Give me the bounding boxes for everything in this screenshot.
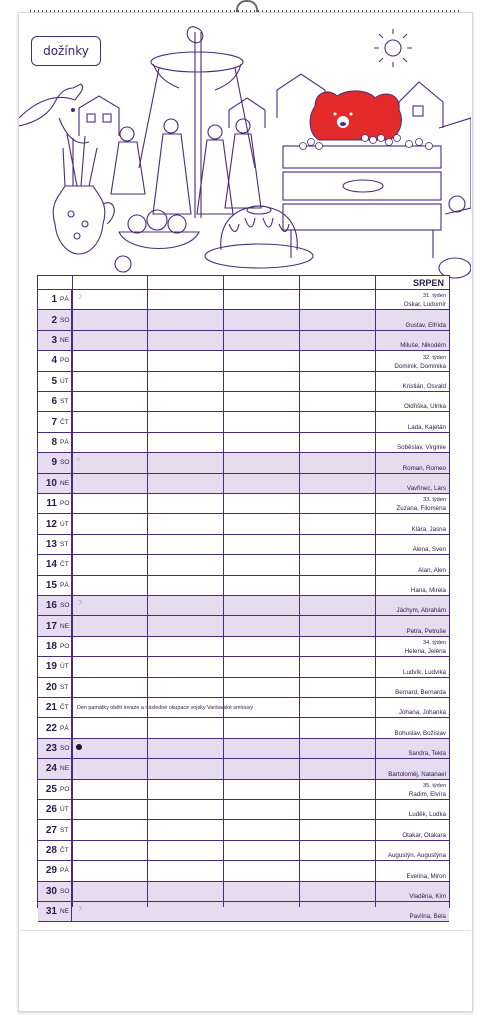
day-row (38, 535, 449, 555)
nameday-cell (395, 678, 446, 697)
nameday-names: Hana, Mirela (410, 586, 446, 594)
nameday-cell (405, 637, 446, 656)
cart-illustration (439, 118, 471, 278)
day-of-week: ČT (60, 846, 69, 854)
week-number: 33. týden (422, 497, 446, 504)
day-of-week: SO (60, 459, 70, 467)
day-number: 27 (45, 824, 57, 836)
nameday-cell (397, 433, 446, 452)
day-number: 4 (51, 355, 57, 367)
day-of-week: ST (60, 826, 69, 834)
nameday-cell (406, 616, 446, 635)
nameday-cell (407, 474, 446, 493)
day-cell (38, 616, 72, 635)
day-cell (38, 718, 72, 737)
title-badge: dožínky (31, 36, 101, 66)
nameday-cell (403, 372, 446, 391)
nameday-cell (396, 494, 446, 513)
nameday-cell (411, 576, 446, 595)
nameday-names: Gustav, Elfrída (405, 321, 446, 329)
day-of-week: SO (60, 744, 70, 752)
day-number: 8 (51, 436, 57, 448)
day-number: 21 (45, 702, 57, 714)
day-of-week: ČT (60, 418, 69, 426)
day-of-week: ÚT (60, 377, 69, 385)
day-number: 29 (45, 865, 57, 877)
day-cell (38, 759, 72, 778)
nameday-cell (418, 555, 446, 574)
nameday-names: Roman, Romeo (402, 464, 446, 472)
column-divider (375, 276, 376, 907)
day-row (38, 596, 449, 616)
nameday-names: Zuzana, Filoména (396, 505, 446, 513)
nameday-cell (395, 718, 446, 737)
day-of-week: SO (60, 602, 70, 610)
day-row (38, 841, 449, 861)
nameday-cell (388, 759, 446, 778)
nameday-cell (406, 310, 446, 329)
day-cell (38, 310, 72, 329)
nameday-names: Radim, Elvíra (408, 790, 446, 798)
day-cell (38, 637, 72, 656)
day-cell (38, 882, 72, 901)
day-row (38, 657, 449, 677)
day-number: 28 (45, 844, 57, 856)
day-number: 25 (45, 783, 57, 795)
nameday-names: Sandra, Tekla (408, 750, 446, 758)
nameday-cell (403, 657, 446, 676)
nameday-names: Bartoloměj, Natanael (388, 770, 446, 778)
day-cell (38, 331, 72, 350)
day-of-week: PÁ (60, 724, 69, 732)
day-cell (38, 494, 72, 513)
day-of-week: ÚT (60, 663, 69, 671)
nameday-names: Luděk, Ludka (408, 811, 446, 819)
day-row (38, 290, 449, 310)
new-moon-icon (76, 744, 82, 750)
day-number: 23 (45, 742, 57, 754)
nameday-names: Otakar, Otakara (402, 831, 446, 839)
week-number: 34. týden (422, 640, 446, 647)
day-of-week: PÁ (60, 581, 69, 589)
day-number: 20 (45, 681, 57, 693)
nameday-names: Evelína, Miron (406, 872, 446, 880)
day-number: 2 (51, 314, 57, 326)
day-row (38, 555, 449, 575)
day-of-week: PO (60, 785, 70, 793)
nameday-names: Johana, Johanka (398, 709, 446, 717)
day-of-week: SO (60, 316, 70, 324)
day-of-week: ÚT (60, 806, 69, 814)
day-number: 7 (51, 416, 57, 428)
day-number: 15 (45, 579, 57, 591)
nameday-cell (413, 535, 446, 554)
day-row (38, 820, 449, 840)
day-row (38, 780, 449, 800)
dancers-illustration (111, 119, 261, 214)
day-row (38, 759, 449, 779)
day-cell (38, 820, 72, 839)
nameday-names: Vladěna, Kim (409, 892, 446, 900)
day-cell (38, 657, 72, 676)
day-row (38, 514, 449, 534)
day-of-week: ST (60, 683, 69, 691)
nameday-names: Soběslav, Virginie (397, 444, 446, 452)
day-cell (38, 535, 72, 554)
day-cell (38, 392, 72, 411)
nameday-names: Helena, Jelena (404, 648, 446, 656)
day-row (38, 310, 449, 330)
day-of-week: NE (60, 908, 70, 916)
nameday-cell (406, 861, 446, 880)
grape-crate-illustration (283, 146, 441, 258)
nameday-names: Vavřinec, Lars (406, 484, 446, 492)
day-of-week: NE (60, 622, 70, 630)
day-number: 3 (51, 334, 57, 346)
day-row (38, 494, 449, 514)
day-cell (38, 576, 72, 595)
nameday-names: Alena, Sven (412, 546, 446, 554)
nameday-names: Oskar, Ludomír (403, 301, 446, 309)
day-cell (38, 412, 72, 431)
nameday-names: Ludvík, Ludvika (403, 668, 446, 676)
day-cell (38, 698, 72, 717)
day-number: 31 (45, 906, 57, 918)
day-number: 18 (45, 640, 57, 652)
nameday-cell (399, 698, 446, 717)
nameday-cell (412, 514, 446, 533)
day-number: 14 (45, 559, 57, 571)
day-cell (38, 514, 72, 533)
nameday-cell (404, 290, 446, 309)
day-of-week: SO (60, 887, 70, 895)
nameday-names: Pavlína, Bela (409, 913, 446, 921)
day-cell (38, 800, 72, 819)
day-row (38, 474, 449, 494)
page-fold-line (18, 930, 471, 931)
day-row (38, 637, 449, 657)
day-row (38, 882, 449, 902)
day-of-week: NE (60, 479, 70, 487)
day-cell (38, 351, 72, 370)
day-of-week: ST (60, 398, 69, 406)
week-number: 32. týden (422, 354, 446, 361)
day-row (38, 902, 449, 922)
nameday-cell (408, 739, 446, 758)
day-of-week: PÁ (60, 296, 69, 304)
day-number: 24 (45, 763, 57, 775)
apple-bowl-illustration (115, 210, 199, 272)
first-quarter-moon-icon: ☽ (76, 294, 83, 301)
nameday-cell (388, 841, 446, 860)
day-number: 19 (45, 661, 57, 673)
day-cell (38, 433, 72, 452)
full-moon-icon: ○ (76, 456, 81, 464)
nameday-names: Kristián, Osvald (402, 382, 446, 390)
day-cell (38, 739, 72, 758)
day-cell (38, 290, 72, 309)
column-divider (72, 276, 73, 907)
day-cell (38, 474, 72, 493)
nameday-cell (409, 882, 446, 901)
column-divider (299, 276, 300, 907)
nameday-cell (404, 392, 446, 411)
day-of-week: PÁ (60, 867, 69, 875)
day-cell (38, 372, 72, 391)
nameday-names: Augustýn, Augustýna (387, 852, 446, 860)
nameday-names: Miluše, Nikodém (400, 342, 446, 350)
day-of-week: PÁ (60, 438, 69, 446)
day-row (38, 739, 449, 759)
column-divider (223, 276, 224, 907)
week-number: 31. týden (422, 293, 446, 300)
column-divider (147, 276, 148, 907)
nameday-cell (394, 351, 446, 370)
red-bear-basket-illustration (300, 91, 433, 150)
day-number: 9 (51, 457, 57, 469)
day-row (38, 412, 449, 432)
day-row (38, 718, 449, 738)
day-cell (38, 861, 72, 880)
day-row (38, 800, 449, 820)
day-cell (38, 678, 72, 697)
day-of-week: ST (60, 540, 69, 548)
day-row (38, 678, 449, 698)
day-of-week: NE (60, 765, 70, 773)
nameday-names: Jáchym, Abrahám (396, 607, 446, 615)
day-row (38, 392, 449, 412)
grid-header-row (38, 276, 449, 290)
day-of-week: PO (60, 500, 70, 508)
bundt-cake-illustration (205, 206, 313, 268)
day-row (38, 576, 449, 596)
day-cell (38, 841, 72, 860)
day-number: 11 (46, 498, 57, 510)
day-row (38, 616, 449, 636)
nameday-names: Lada, Kajetán (407, 423, 446, 431)
calendar-grid (37, 275, 450, 921)
day-number: 30 (45, 885, 57, 897)
day-number: 22 (45, 722, 57, 734)
day-cell (38, 596, 72, 615)
nameday-cell (396, 596, 446, 615)
day-cell (38, 453, 72, 472)
day-row (38, 331, 449, 351)
nameday-names: Petra, Petruše (406, 627, 446, 635)
month-label: SRPEN (412, 278, 444, 288)
day-cell (38, 902, 72, 921)
nameday-names: Bernard, Bernarda (395, 688, 446, 696)
day-of-week: ČT (60, 561, 69, 569)
day-row (38, 372, 449, 392)
day-row (38, 861, 449, 881)
day-row (38, 453, 449, 473)
sun-icon (374, 29, 412, 67)
nameday-names: Alan, Alen (418, 566, 446, 574)
nameday-cell (402, 820, 446, 839)
day-of-week: ČT (60, 704, 69, 712)
day-number: 17 (45, 620, 57, 632)
day-of-week: NE (60, 336, 70, 344)
nameday-names: Bohuslav, Božislav (394, 729, 446, 737)
day-of-week: ÚT (60, 520, 69, 528)
nameday-cell (403, 453, 446, 472)
nameday-cell (408, 412, 446, 431)
day-row (38, 351, 449, 371)
day-number: 12 (45, 518, 57, 530)
day-of-week: PO (60, 642, 70, 650)
day-number: 26 (45, 804, 57, 816)
first-quarter-moon-icon: ☽ (76, 906, 83, 913)
day-number: 1 (51, 294, 57, 306)
day-number: 10 (45, 477, 57, 489)
day-row (38, 433, 449, 453)
day-row (38, 698, 449, 718)
day-cell (38, 780, 72, 799)
nameday-cell (400, 331, 446, 350)
lavender-vase-illustration (53, 134, 114, 254)
holiday-note: Den památky obětí invaze a následné okupace vojsky Varšavské smlouvy (77, 704, 254, 711)
day-of-week: PO (60, 357, 70, 365)
nameday-cell (409, 780, 446, 799)
nameday-cell (409, 800, 446, 819)
last-quarter-moon-icon: ☽ (76, 600, 83, 607)
nameday-names: Klára, Jasna (411, 525, 446, 533)
nameday-cell (410, 902, 446, 921)
week-number: 35. týden (422, 782, 446, 789)
day-cell (38, 555, 72, 574)
day-number: 13 (45, 538, 57, 550)
day-number: 16 (45, 600, 57, 612)
day-number: 6 (51, 396, 57, 408)
nameday-names: Dominik, Dominika (394, 362, 446, 370)
day-number: 5 (51, 375, 57, 387)
nameday-names: Oldřiška, Ulrika (404, 403, 446, 411)
